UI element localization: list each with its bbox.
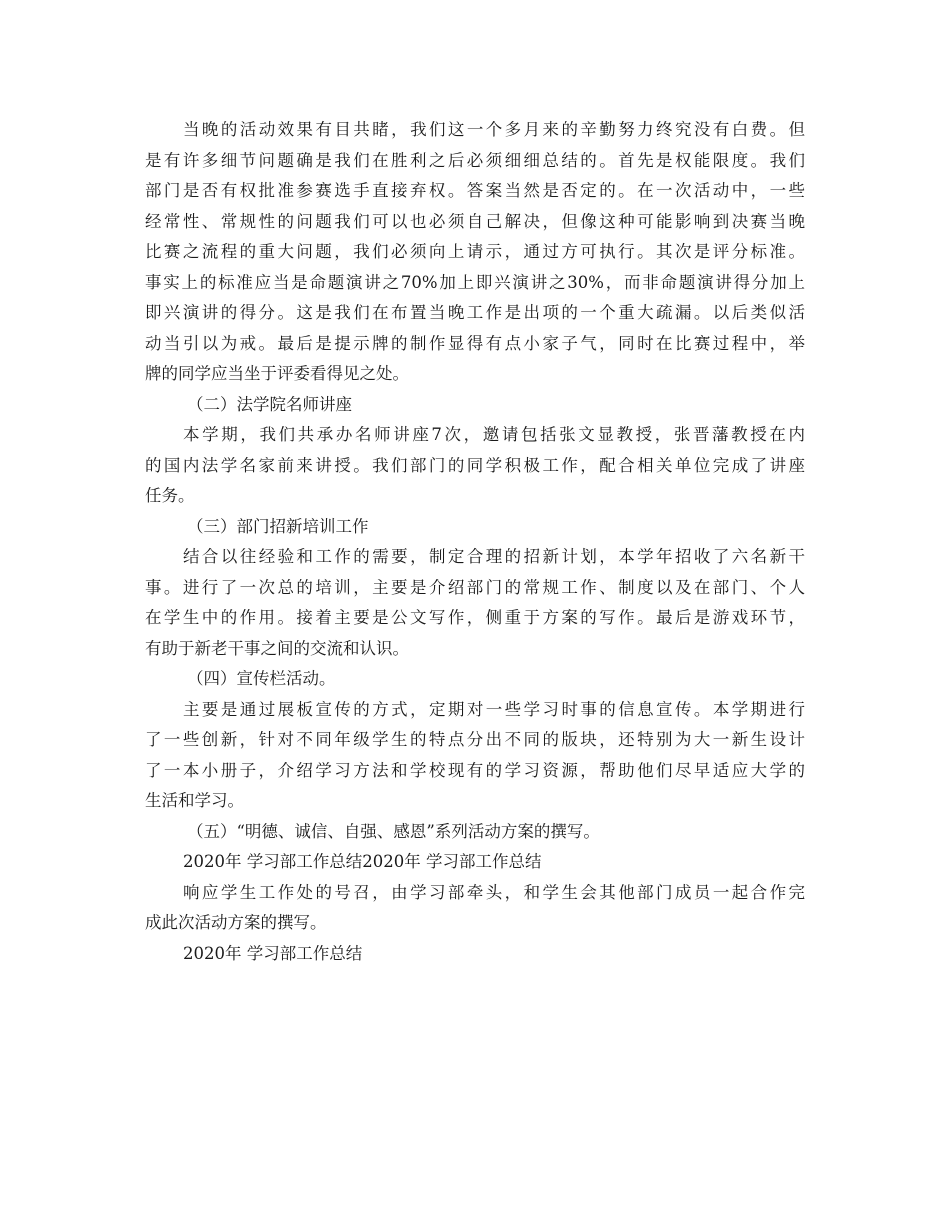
paragraph-line: 的国内法学名家前来讲授。我们部门的同学积极工作，配合相关单位完成了讲座 [145,455,805,475]
section-heading: （五）“明德、诚信、自强、感恩”系列活动方案的撰写。 [187,821,600,841]
paragraph-line: 生活和学习。 [145,791,244,810]
paragraph-line: 在学生中的作用。接着主要是公文写作，侧重于方案的写作。最后是游戏环节， [145,608,805,627]
section-heading: （二）法学院名师讲座 [187,394,352,414]
paragraph-line: 了一本小册子，介绍学习方法和学校现有的学习资源，帮助他们尽早适应大学的 [145,760,805,780]
paragraph-line: 动当引以为戒。最后是提示牌的制作显得有点小家子气，同时在比赛过程中，举 [145,333,805,353]
paragraph-line: 事实上的标准应当是命题演讲之70%加上即兴演讲之30%，而非命题演讲得分加上 [145,272,805,292]
section-heading: （四）宣传栏活动。 [187,669,336,688]
paragraph-line: 主要是通过展板宣传的方式，定期对一些学习时事的信息宣传。本学期进行 [183,699,805,719]
paragraph-line: 即兴演讲的得分。这是我们在布置当晚工作是出项的一个重大疏漏。以后类似活 [145,303,805,322]
paragraph-line: 牌的同学应当坐于评委看得见之处。 [145,364,409,383]
paragraph-line: 成此次活动方案的撰写。 [145,913,327,932]
paragraph-line: 事。进行了一次总的培训，主要是介绍部门的常规工作、制度以及在部门、个人 [145,577,805,597]
paragraph-line: 本学期，我们共承办名师讲座7次，邀请包括张文显教授，张晋藩教授在内 [183,425,805,444]
paragraph-line: 是有许多细节问题确是我们在胜利之后必须细细总结的。首先是权能限度。我们 [145,150,805,170]
paragraph-line: 了一些创新，针对不同年级学生的特点分出不同的版块，还特别为大一新生设计 [145,730,805,749]
paragraph-line: 比赛之流程的重大问题，我们必须向上请示，通过方可执行。其次是评分标准。 [145,242,805,261]
paragraph-line: 当晚的活动效果有目共睹，我们这一个多月来的辛勤努力终究没有白费。但 [183,120,805,139]
document-page [145,115,805,969]
section-heading: （三）部门招新培训工作 [187,516,369,536]
paragraph-line: 任务。 [145,486,195,505]
paragraph-line: 响应学生工作处的号召，由学习部牵头，和学生会其他部门成员一起合作完 [183,882,805,902]
paragraph-line: 部门是否有权批准参赛选手直接弃权。答案当然是否定的。在一次活动中，一些 [145,181,805,200]
paragraph-line: 2020年 学习部工作总结 [183,943,363,963]
paragraph-line: 有助于新老干事之间的交流和认识。 [145,638,409,658]
paragraph-line: 结合以往经验和工作的需要，制定合理的招新计划，本学年招收了六名新干 [183,547,805,566]
paragraph-line: 经常性、常规性的问题我们可以也必须自己解决，但像这种可能影响到决赛当晚 [145,211,805,231]
paragraph-line: 2020年 学习部工作总结2020年 学习部工作总结 [183,852,542,871]
